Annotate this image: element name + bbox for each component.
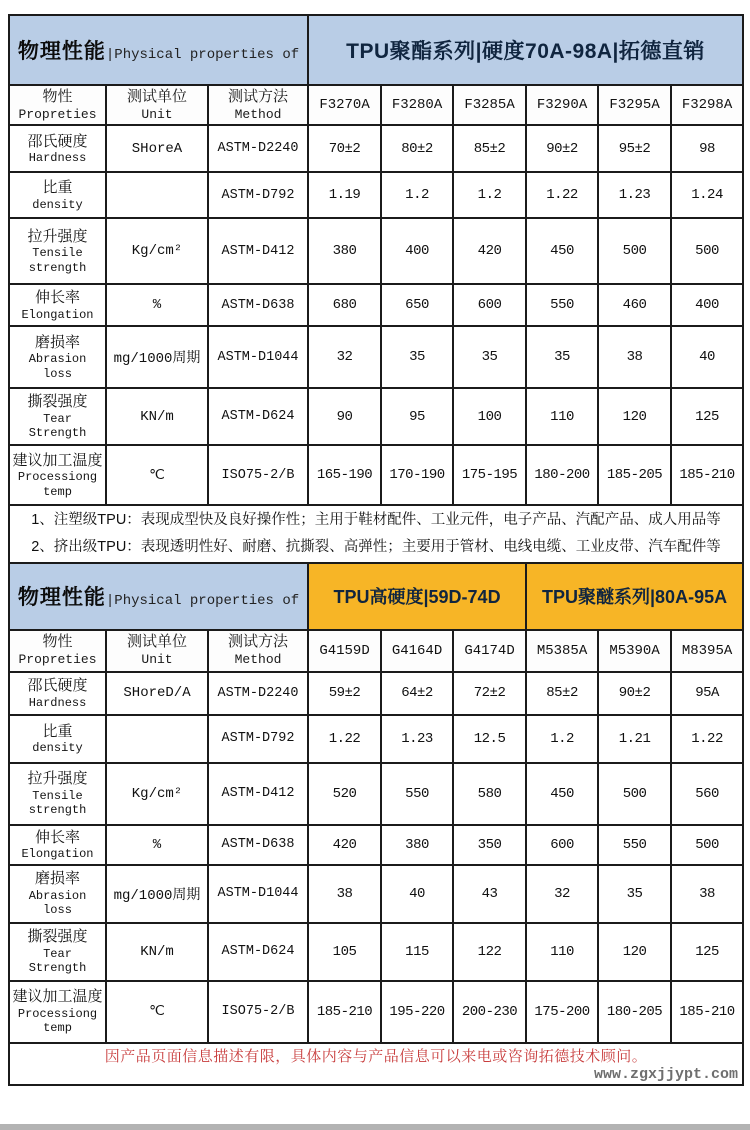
value-cell: 400 [381,218,453,284]
value-cell: 1.19 [308,172,381,218]
column-header-row [9,85,743,125]
value-cell: 600 [526,825,598,865]
value-cell: 12.5 [453,715,526,763]
value-cell: 1.21 [598,715,671,763]
value-cell: 350 [453,825,526,865]
col-header-property [9,85,106,125]
grade-header: G4174D [453,630,526,672]
property-cn: 拉升强度 [27,770,88,788]
property-row [9,715,743,763]
value-cell: 95A [671,672,743,715]
grade-header: G4164D [381,630,453,672]
col-header-property [9,630,106,672]
value-cell: 650 [381,284,453,326]
property-row [9,172,743,218]
unit-cell: ℃ [106,981,208,1043]
col-header-cn: 物性 [42,87,73,105]
value-cell: 115 [381,923,453,981]
col-header-cn: 测试单位 [126,87,187,105]
property-label-cell [9,388,106,445]
property-cn: 磨损率 [34,333,80,351]
property-en: Processiong temp [17,1006,98,1036]
value-cell: 35 [526,326,598,388]
series-banner: TPU高硬度|59D-74D [308,563,526,630]
column-header-row [9,630,743,672]
table-title-en: |Physical properties of [105,593,300,610]
footer-cell [9,1043,743,1085]
unit-cell: SHoreA [106,125,208,172]
method-cell: ASTM-D2240 [208,672,308,715]
col-header-en: Propreties [18,652,97,668]
property-en: Abrasion loss [28,888,87,918]
property-en: Tensile strength [28,788,87,818]
property-en: Hardness [28,151,87,166]
unit-cell: Kg/cm² [106,218,208,284]
property-row [9,672,743,715]
property-cn: 拉升强度 [27,227,88,245]
series-banner: TPU聚醚系列|80A-95A [526,563,743,630]
table-title-cn: 物理性能 [17,40,106,63]
unit-cell: % [106,825,208,865]
property-cn: 邵氏硬度 [27,132,88,150]
value-cell: 420 [453,218,526,284]
note-line: 2、挤出级TPU：表现透明性好、耐磨、抗撕裂、高弹性；主要用于管材、电线电缆、工业皮带、汽车配件等 [31,538,721,555]
unit-cell: SHoreD/A [106,672,208,715]
unit-cell [106,715,208,763]
value-cell: 500 [671,825,743,865]
value-cell: 35 [453,326,526,388]
notes-cell [9,505,743,563]
photo-bottom-edge [0,1124,750,1130]
col-header-en: Method [234,106,282,122]
value-cell: 90±2 [598,672,671,715]
property-en: Elongation [21,307,94,322]
method-cell: ASTM-D638 [208,284,308,326]
series-banner-row [9,15,743,85]
property-row [9,218,743,284]
unit-cell: Kg/cm² [106,763,208,825]
property-row [9,388,743,445]
value-cell: 40 [671,326,743,388]
property-cn: 伸长率 [34,828,80,846]
method-cell: ASTM-D792 [208,172,308,218]
method-cell: ASTM-D638 [208,825,308,865]
property-en: Processiong temp [17,470,98,499]
col-header-en: Method [234,652,282,668]
grade-header: F3270A [308,85,381,125]
grade-header: F3295A [598,85,671,125]
property-row [9,981,743,1043]
property-en: Tensile strength [28,246,87,275]
value-cell: 170-190 [381,445,453,505]
value-cell: 100 [453,388,526,445]
value-cell: 1.2 [381,172,453,218]
value-cell: 185-210 [671,981,743,1043]
col-header-en: Propreties [18,106,97,122]
property-en: Abrasion loss [28,352,87,381]
method-cell: ASTM-D1044 [208,865,308,923]
property-cn: 撕裂强度 [27,393,88,411]
value-cell: 95 [381,388,453,445]
property-label-cell [9,172,106,218]
value-cell: 185-205 [598,445,671,505]
value-cell: 90±2 [526,125,598,172]
value-cell: 380 [308,218,381,284]
property-label-cell [9,865,106,923]
grade-header: F3280A [381,85,453,125]
property-cn: 比重 [42,179,73,197]
property-cn: 比重 [42,722,73,740]
value-cell: 175-195 [453,445,526,505]
value-cell: 380 [381,825,453,865]
value-cell: 165-190 [308,445,381,505]
col-header-unit [106,85,208,125]
value-cell: 40 [381,865,453,923]
value-cell: 185-210 [671,445,743,505]
value-cell: 180-200 [526,445,598,505]
method-cell: ISO75-2/B [208,445,308,505]
unit-cell: KN/m [106,388,208,445]
value-cell: 550 [526,284,598,326]
property-cn: 撕裂强度 [27,928,88,946]
unit-cell: KN/m [106,923,208,981]
property-label-cell [9,218,106,284]
property-label-cell [9,923,106,981]
property-cn: 建议加工温度 [12,988,103,1006]
col-header-cn: 测试单位 [126,633,187,651]
value-cell: 105 [308,923,381,981]
value-cell: 550 [598,825,671,865]
col-header-method [208,630,308,672]
property-row [9,923,743,981]
col-header-cn: 测试方法 [228,87,289,105]
value-cell: 1.22 [308,715,381,763]
grade-header: M5385A [526,630,598,672]
property-en: density [32,197,83,212]
series-banner: TPU聚酯系列|硬度70A-98A|拓德直销 [308,15,743,85]
value-cell: 420 [308,825,381,865]
property-label-cell [9,825,106,865]
grade-header: F3298A [671,85,743,125]
value-cell: 500 [598,218,671,284]
property-row [9,326,743,388]
value-cell: 120 [598,388,671,445]
property-row [9,865,743,923]
value-cell: 98 [671,125,743,172]
property-label-cell [9,284,106,326]
value-cell: 1.22 [671,715,743,763]
value-cell: 450 [526,763,598,825]
col-header-cn: 物性 [42,633,73,651]
notes-row [9,505,743,563]
value-cell: 38 [598,326,671,388]
method-cell: ASTM-D412 [208,763,308,825]
value-cell: 1.23 [598,172,671,218]
property-label-cell [9,672,106,715]
property-label-cell [9,445,106,505]
value-cell: 195-220 [381,981,453,1043]
property-label-cell [9,763,106,825]
polyether-series-table [8,562,744,1086]
method-cell: ISO75-2/B [208,981,308,1043]
value-cell: 520 [308,763,381,825]
polyester-series-table [8,14,744,564]
value-cell: 38 [671,865,743,923]
property-row [9,125,743,172]
property-en: density [32,741,83,756]
property-row [9,284,743,326]
value-cell: 1.2 [526,715,598,763]
table-title-en: |Physical properties of [105,47,300,63]
col-header-method [208,85,308,125]
value-cell: 122 [453,923,526,981]
value-cell: 460 [598,284,671,326]
value-cell: 43 [453,865,526,923]
property-row [9,445,743,505]
col-header-en: Unit [141,106,173,122]
value-cell: 110 [526,388,598,445]
value-cell: 175-200 [526,981,598,1043]
grade-header: M5390A [598,630,671,672]
property-label-cell [9,715,106,763]
method-cell: ASTM-D624 [208,923,308,981]
value-cell: 500 [598,763,671,825]
unit-cell: mg/1000周期 [106,326,208,388]
value-cell: 1.2 [453,172,526,218]
value-cell: 200-230 [453,981,526,1043]
method-cell: ASTM-D1044 [208,326,308,388]
value-cell: 70±2 [308,125,381,172]
note-line: 1、注塑级TPU：表现成型快及良好操作性；主用于鞋材配件、工业元件，电子产品、汽配产品、成人用品等 [31,512,721,528]
grade-header: F3285A [453,85,526,125]
value-cell: 1.23 [381,715,453,763]
value-cell: 110 [526,923,598,981]
method-cell: ASTM-D412 [208,218,308,284]
unit-cell: % [106,284,208,326]
property-en: Tear Strength [28,946,87,976]
col-header-cn: 测试方法 [228,633,289,651]
col-header-en: Unit [141,652,173,668]
unit-cell [106,172,208,218]
property-row [9,825,743,865]
value-cell: 600 [453,284,526,326]
value-cell: 32 [526,865,598,923]
value-cell: 72±2 [453,672,526,715]
value-cell: 80±2 [381,125,453,172]
value-cell: 35 [598,865,671,923]
value-cell: 64±2 [381,672,453,715]
value-cell: 125 [671,388,743,445]
table-title-cell [9,15,308,85]
value-cell: 59±2 [308,672,381,715]
property-label-cell [9,125,106,172]
property-en: Elongation [21,847,94,862]
value-cell: 185-210 [308,981,381,1043]
property-row [9,763,743,825]
value-cell: 95±2 [598,125,671,172]
series-banner-row [9,563,743,630]
property-cn: 邵氏硬度 [27,677,88,695]
value-cell: 400 [671,284,743,326]
grade-header: M8395A [671,630,743,672]
grade-header: G4159D [308,630,381,672]
value-cell: 680 [308,284,381,326]
value-cell: 85±2 [526,672,598,715]
unit-cell: mg/1000周期 [106,865,208,923]
property-en: Tear Strength [28,411,87,441]
value-cell: 450 [526,218,598,284]
property-label-cell [9,326,106,388]
table-title-cn: 物理性能 [17,586,106,610]
value-cell: 500 [671,218,743,284]
value-cell: 35 [381,326,453,388]
property-cn: 建议加工温度 [12,451,103,469]
value-cell: 125 [671,923,743,981]
property-label-cell [9,981,106,1043]
value-cell: 180-205 [598,981,671,1043]
value-cell: 32 [308,326,381,388]
site-watermark: www.zgxjjypt.com [594,1065,739,1083]
value-cell: 90 [308,388,381,445]
unit-cell: ℃ [106,445,208,505]
method-cell: ASTM-D624 [208,388,308,445]
value-cell: 1.24 [671,172,743,218]
table-title-cell [9,563,308,630]
footer-note: 因产品页面信息描述有限，具体内容与产品信息可以来电或咨询拓德技术顾问。 [104,1047,648,1065]
footer-row [9,1043,743,1085]
value-cell: 560 [671,763,743,825]
value-cell: 120 [598,923,671,981]
property-cn: 伸长率 [34,289,80,307]
method-cell: ASTM-D792 [208,715,308,763]
value-cell: 580 [453,763,526,825]
property-cn: 磨损率 [34,870,80,888]
value-cell: 1.22 [526,172,598,218]
property-en: Hardness [28,695,87,710]
method-cell: ASTM-D2240 [208,125,308,172]
col-header-unit [106,630,208,672]
grade-header: F3290A [526,85,598,125]
value-cell: 550 [381,763,453,825]
value-cell: 85±2 [453,125,526,172]
value-cell: 38 [308,865,381,923]
